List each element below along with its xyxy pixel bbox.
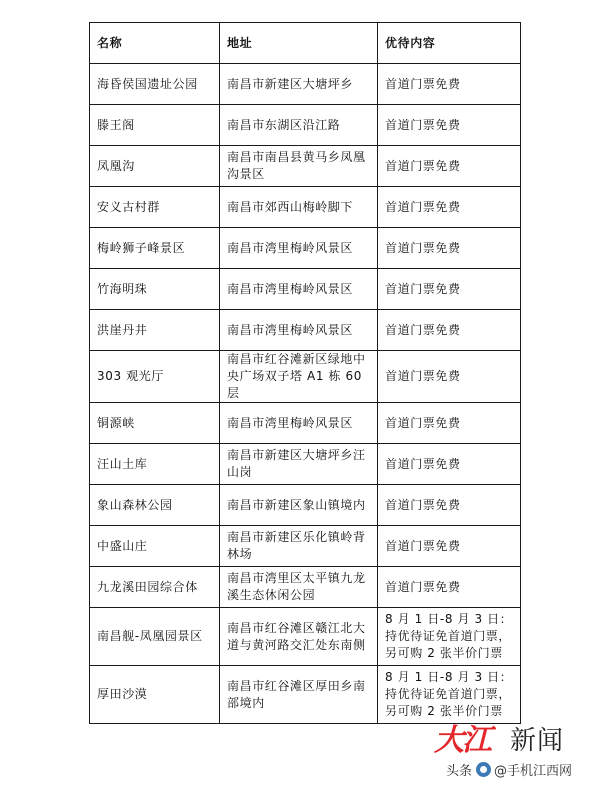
cell-offer: 首道门票免费 [378,526,521,567]
header-name: 名称 [90,23,220,64]
cell-offer: 8 月 1 日-8 月 3 日：持优待证免首道门票，另可购 2 张半价门票 [378,608,521,666]
cell-address: 南昌市新建区象山镇境内 [220,485,378,526]
cell-name: 铜源峡 [90,403,220,444]
table-row [90,105,521,146]
cell-name: 象山森林公园 [90,485,220,526]
cell-address: 南昌市湾里区太平镇九龙溪生态休闲公园 [220,567,378,608]
cell-offer: 首道门票免费 [378,64,521,105]
table-row [90,485,521,526]
cell-name: 厚田沙漠 [90,666,220,724]
cell-offer: 首道门票免费 [378,351,521,403]
cell-name: 梅岭狮子峰景区 [90,228,220,269]
cell-address: 南昌市新建区大塘坪乡 [220,64,378,105]
cell-name: 凤凰沟 [90,146,220,187]
brand-logo [434,723,584,759]
cell-address: 南昌市南昌县黄马乡凤凰沟景区 [220,146,378,187]
cell-address: 南昌市湾里梅岭风景区 [220,310,378,351]
cell-name: 海昏侯国遗址公园 [90,64,220,105]
table-row [90,269,521,310]
cell-offer: 8 月 1 日-8 月 3 日：持优待证免首道门票，另可购 2 张半价门票 [378,666,521,724]
cell-offer: 首道门票免费 [378,403,521,444]
cell-address: 南昌市新建区大塘坪乡汪山岗 [220,444,378,485]
table-row [90,351,521,403]
cell-offer: 首道门票免费 [378,105,521,146]
table-row [90,64,521,105]
cell-offer: 首道门票免费 [378,187,521,228]
cell-name: 汪山土库 [90,444,220,485]
cell-address: 南昌市东湖区沿江路 [220,105,378,146]
account-avatar-icon [476,762,491,777]
watermark-prefix: 头条 [446,763,473,779]
table-row [90,526,521,567]
cell-name: 竹海明珠 [90,269,220,310]
header-address: 地址 [220,23,378,64]
brand-name: 新闻 [510,726,565,756]
brand-mark: 大江 [434,723,490,758]
cell-address: 南昌市湾里梅岭风景区 [220,269,378,310]
cell-address: 南昌市红谷滩区赣江北大道与黄河路交汇处东南侧 [220,608,378,666]
table-header-row [90,23,521,64]
cell-offer: 首道门票免费 [378,146,521,187]
table-row [90,310,521,351]
cell-address: 南昌市湾里梅岭风景区 [220,403,378,444]
cell-offer: 首道门票免费 [378,269,521,310]
cell-offer: 首道门票免费 [378,485,521,526]
source-watermark [446,758,572,780]
table-row [90,444,521,485]
cell-name: 九龙溪田园综合体 [90,567,220,608]
cell-offer: 首道门票免费 [378,310,521,351]
table-row [90,228,521,269]
cell-offer: 首道门票免费 [378,444,521,485]
header-offer: 优待内容 [378,23,521,64]
venue-table [89,22,521,724]
cell-offer: 首道门票免费 [378,228,521,269]
table-row [90,567,521,608]
table-row [90,146,521,187]
cell-name: 中盛山庄 [90,526,220,567]
cell-address: 南昌市湾里梅岭风景区 [220,228,378,269]
cell-address: 南昌市红谷滩新区绿地中央广场双子塔 A1 栋 60 层 [220,351,378,403]
cell-address: 南昌市红谷滩区厚田乡南部境内 [220,666,378,724]
cell-offer: 首道门票免费 [378,567,521,608]
cell-address: 南昌市郊西山梅岭脚下 [220,187,378,228]
table-row [90,666,521,724]
cell-name: 洪崖丹井 [90,310,220,351]
table-row [90,608,521,666]
cell-name: 滕王阁 [90,105,220,146]
cell-name: 南昌舰-凤凰园景区 [90,608,220,666]
cell-name: 安义古村群 [90,187,220,228]
cell-address: 南昌市新建区乐化镇岭背林场 [220,526,378,567]
cell-name: 303 观光厅 [90,351,220,403]
table-row [90,403,521,444]
watermark-account: @手机江西网 [494,763,573,779]
table-row [90,187,521,228]
